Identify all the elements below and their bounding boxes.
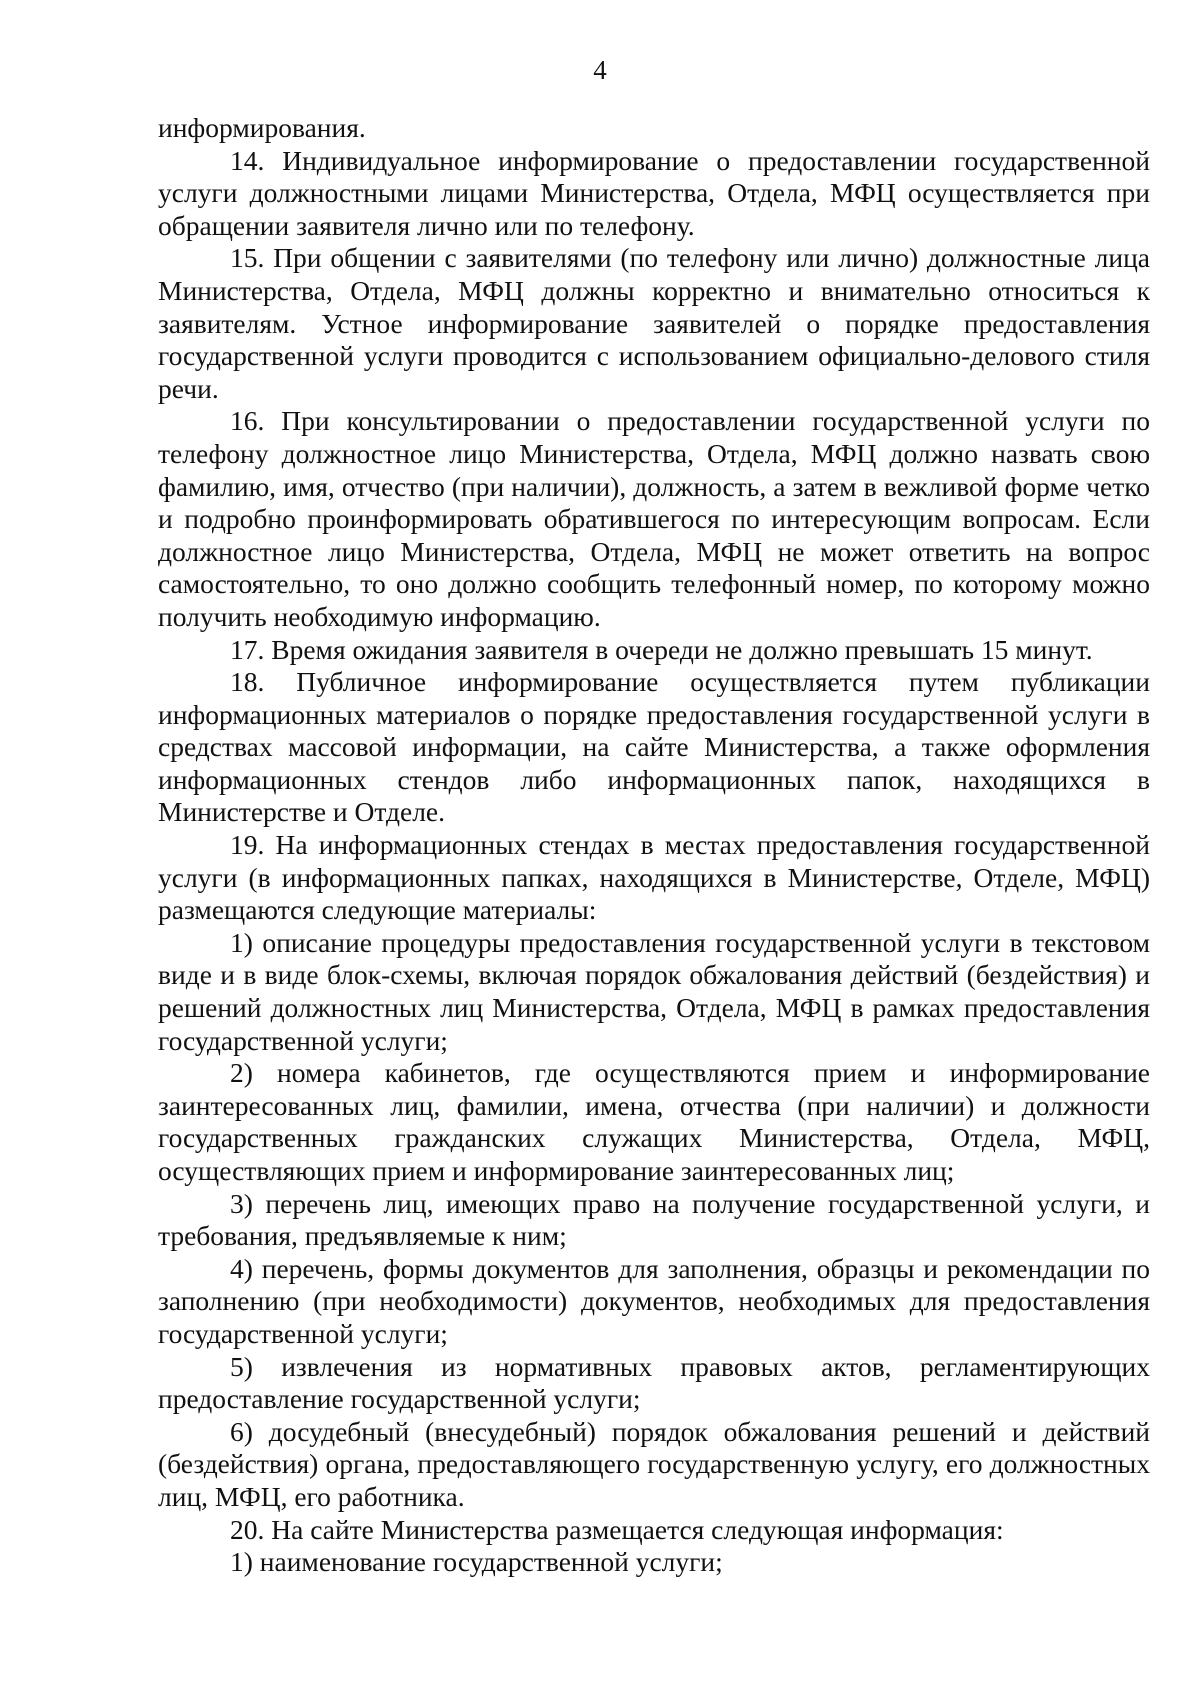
paragraph-19-item-5: 5) извлечения из нормативных правовых актов, регламентирующих предоставление государственной услуги; (158, 1350, 1150, 1415)
paragraph-20: 20. На сайте Министерства размещается следующая информация: (230, 1513, 1004, 1545)
paragraph-19-item-4: 4) перечень, формы документов для заполнения, образцы и рекомендации по заполнению (при необходимости) документов, необходимых для предоставления государственной услуги; (158, 1252, 1150, 1349)
paragraph-19-item-3: 3) перечень лиц, имеющих право на получение государственной услуги, и требования, предъявляемые к ним; (158, 1187, 1150, 1252)
paragraph-15: 15. При общении с заявителями (по телефону или лично) должностные лица Министерства, Отдела, МФЦ должны корректно и внимательно относиться к заявителям. Устное информирование заявителей о порядке предоставления государственной услуги проводится с использованием официально-делового стиля речи. (158, 242, 1150, 404)
paragraph-continuation: информирования. (158, 112, 366, 143)
paragraph-14: 14. Индивидуальное информирование о предоставлении государственной услуги должностными лицами Министерства, Отдела, МФЦ осуществляется при обращении заявителя лично или по телефону. (158, 144, 1150, 241)
paragraph-18: 18. Публичное информирование осуществляется путем публикации информационных материалов о порядке предоставления государственной услуги в средствах массовой информации, на сайте Министерства, а также оформления информационных стендов либо информационных папок, находящихся в Министерстве и Отделе. (158, 666, 1150, 828)
paragraph-19-item-2: 2) номера кабинетов, где осуществляются прием и информирование заинтересованных лиц, фамилии, имена, отчества (при наличии) и должности государственных гражданских служащих Министерства, Отдела, МФЦ, осуществляющих прием и информирование заинтересованных лиц; (158, 1057, 1150, 1186)
paragraph-16: 16. При консультировании о предоставлении государственной услуги по телефону должностное лицо Министерства, Отдела, МФЦ должно назвать свою фамилию, имя, отчество (при наличии), должность, а затем в вежливой форме четко и подробно проинформировать обратившегося по интересующим вопросам. Если должностное лицо Министерства, Отдела, МФЦ не может ответить на вопрос самостоятельно, то оно должно сообщить телефонный номер, по которому можно получить необходимую информацию. (158, 405, 1150, 632)
paragraph-20-item-1: 1) наименование государственной услуги; (230, 1546, 723, 1578)
paragraph-19-item-6: 6) досудебный (внесудебный) порядок обжалования решений и действий (бездействия) органа, предоставляющего государственную услугу, его должностных лиц, МФЦ, его работника. (158, 1415, 1150, 1512)
paragraph-17: 17. Время ожидания заявителя в очереди не должно превышать 15 минут. (230, 633, 1093, 665)
page-number: 4 (593, 55, 607, 85)
paragraph-19: 19. На информационных стендах в местах предоставления государственной услуги (в информационных папках, находящихся в Министерстве, Отделе, МФЦ) размещаются следующие материалы: (158, 829, 1150, 926)
document-body (158, 112, 1150, 1579)
paragraph-19-item-1: 1) описание процедуры предоставления государственной услуги в текстовом виде и в виде блок-схемы, включая порядок обжалования действий (бездействия) и решений должностных лиц Министерства, Отдела, МФЦ в рамках предоставления государственной услуги; (158, 926, 1150, 1056)
